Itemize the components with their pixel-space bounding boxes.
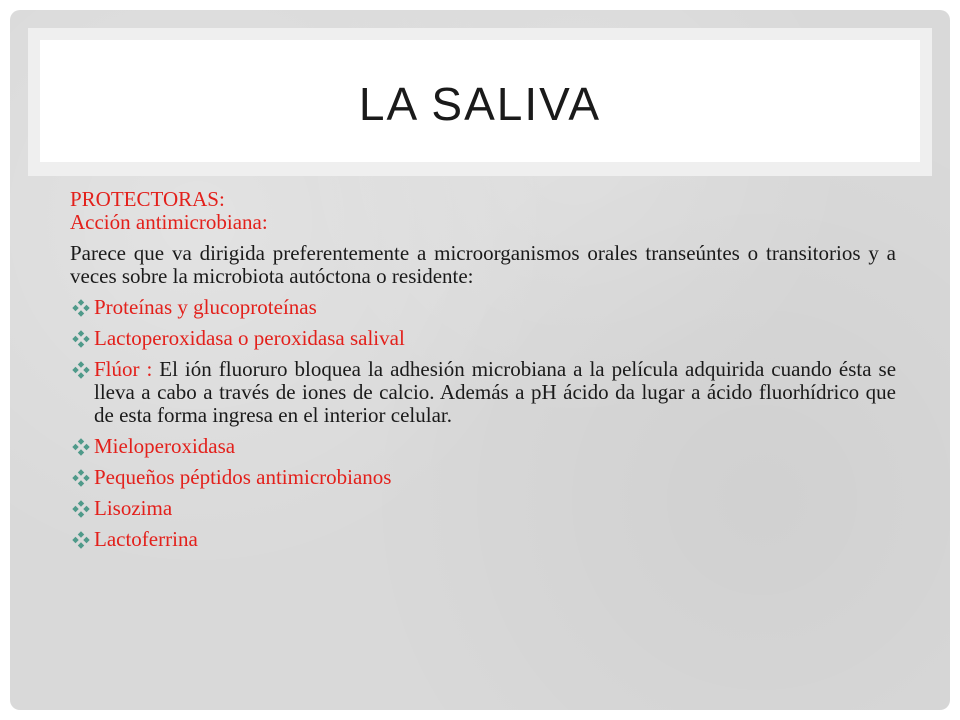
slide (10, 10, 950, 710)
content-body (70, 188, 896, 559)
title-box (40, 40, 920, 162)
bullet-text: El ión fluoruro bloquea la adhesión microbiana a la película adquirida cuando ésta se lleva a cabo a través de iones de calcio. Además a pH ácido da lugar a ácido fluorhídrico que de esta forma ingresa en el interior celular. (94, 357, 897, 427)
four-diamond-bullet-icon (72, 358, 92, 380)
list-item (70, 296, 896, 319)
bullet-label: Lisozima (94, 496, 173, 520)
four-diamond-bullet-icon (72, 327, 92, 349)
heading-accion-antimicrobiana: Acción antimicrobiana: (70, 210, 268, 234)
list-item (70, 435, 896, 458)
four-diamond-bullet-icon (72, 435, 92, 457)
four-diamond-bullet-icon (72, 466, 92, 488)
bullet-label: Mieloperoxidasa (94, 434, 236, 458)
list-item (70, 497, 896, 520)
list-item (70, 358, 896, 427)
four-diamond-bullet-icon (72, 528, 92, 550)
intro-paragraph: Parece que va dirigida preferentemente a microorganismos orales transeúntes o transitorios y a veces sobre la microbiota autóctona o residente: (70, 241, 896, 288)
four-diamond-bullet-icon (72, 296, 92, 318)
bullet-label: Proteínas y glucoproteínas (94, 295, 317, 319)
title-band (28, 28, 932, 176)
list-item (70, 327, 896, 350)
bullet-list (70, 296, 896, 551)
bullet-label: Pequeños péptidos antimicrobianos (94, 465, 392, 489)
slide-title: LA SALIVA (358, 78, 602, 130)
bullet-label: Lactoperoxidasa o peroxidasa salival (94, 326, 405, 350)
bullet-label: Flúor : (94, 357, 160, 381)
bullet-label: Lactoferrina (94, 527, 198, 551)
list-item (70, 466, 896, 489)
four-diamond-bullet-icon (72, 497, 92, 519)
list-item (70, 528, 896, 551)
heading-protectoras: PROTECTORAS: (70, 187, 225, 211)
